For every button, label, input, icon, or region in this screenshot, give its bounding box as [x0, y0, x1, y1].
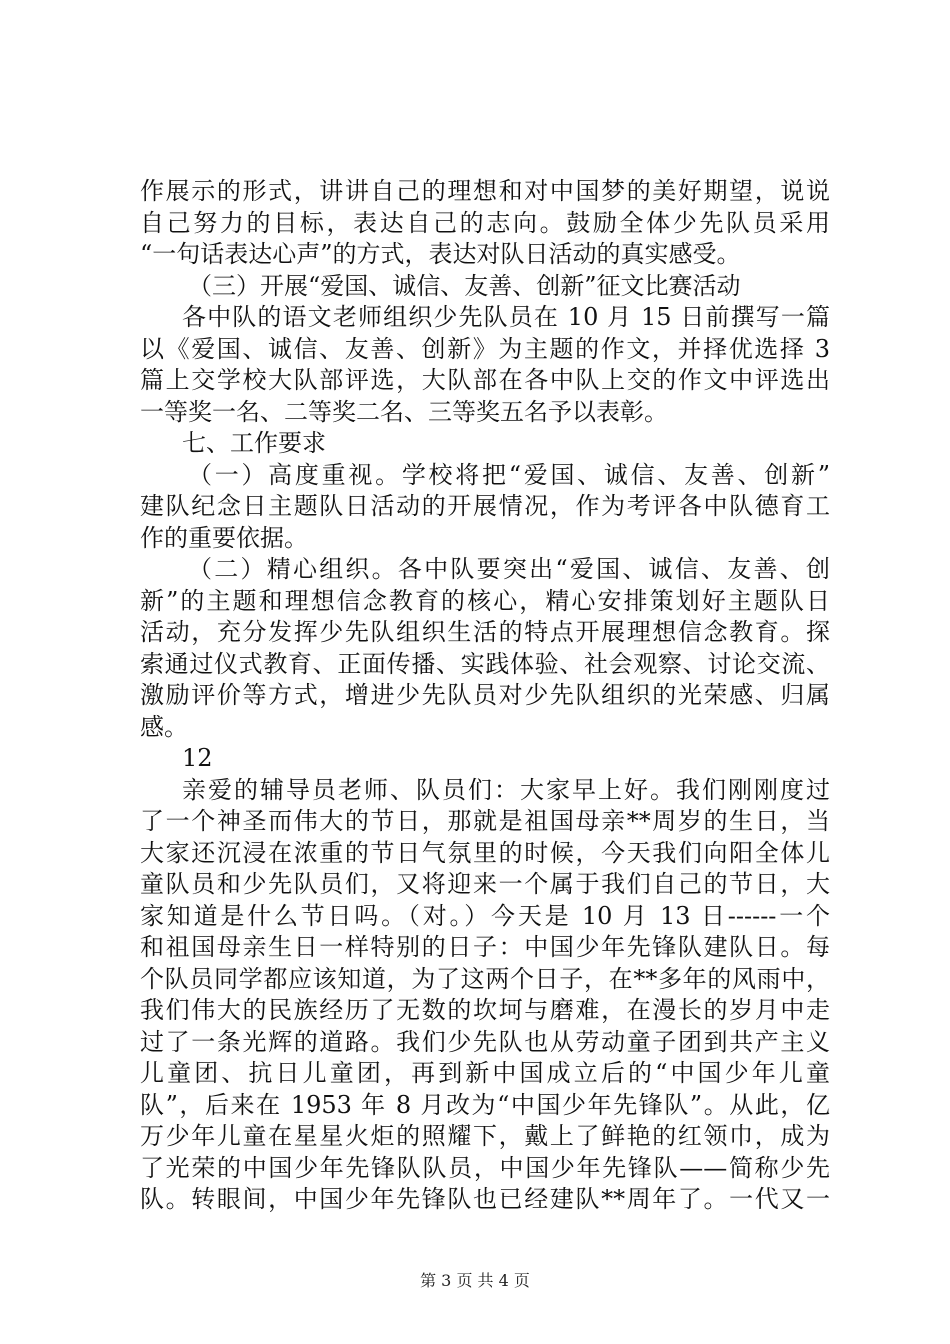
page-footer: 第 3 页 共 4 页 — [420, 1271, 530, 1290]
text-line: 七、工作要求 — [182, 429, 326, 457]
text-line: 感。 — [140, 712, 188, 741]
text-line: 队”，后来在 1953 年 8 月改为“中国少年先锋队”。从此，亿 — [140, 1090, 830, 1119]
text-line: 了一个神圣而伟大的节日，那就是祖国母亲**周岁的生日，当 — [140, 807, 830, 835]
text-line: 个队员同学都应该知道，为了这两个日子，在**多年的风雨中， — [140, 964, 830, 993]
text-line: 新”的主题和理想信念教育的核心，精心安排策划好主题队日 — [140, 586, 830, 615]
text-line: 队。转眼间，中国少年先锋队也已经建队**周年了。一代又一 — [140, 1185, 830, 1213]
text-line: 亲爱的辅导员老师、队员们：大家早上好。我们刚刚度过 — [182, 775, 830, 804]
text-line: 作展示的形式，讲讲自己的理想和对中国梦的美好期望，说说 — [140, 177, 830, 205]
text-line: 12 — [182, 744, 213, 772]
text-line: 以《爱国、诚信、友善、创新》为主题的作文，并择优选择 3 — [140, 334, 830, 363]
text-line: 篇上交学校大队部评选，大队部在各中队上交的作文中评选出 — [140, 366, 830, 394]
text-line: （一）高度重视。学校将把“爱国、诚信、友善、创新” — [188, 460, 830, 489]
text-line: 激励评价等方式，增进少先队员对少先队组织的光荣感、归属 — [140, 681, 830, 709]
text-line: （三）开展“爱国、诚信、友善、创新”征文比赛活动 — [188, 271, 741, 300]
text-line: 活动，充分发挥少先队组织生活的特点开展理想信念教育。探 — [140, 618, 830, 646]
text-line: （二）精心组织。各中队要突出“爱国、诚信、友善、创 — [188, 555, 830, 583]
text-line: 儿童团、抗日儿童团，再到新中国成立后的“中国少年儿童 — [140, 1059, 830, 1087]
text-line: 了光荣的中国少年先锋队队员，中国少年先锋队——简称少先 — [140, 1153, 830, 1182]
body-text — [140, 176, 830, 1216]
text-line: 家知道是什么节日吗。（对。）今天是 10 月 13 日------一个 — [140, 901, 830, 930]
text-line: 大家还沉浸在浓重的节日气氛里的时候，今天我们向阳全体儿 — [140, 838, 830, 867]
text-line: “一句话表达心声”的方式，表达对队日活动的真实感受。 — [140, 240, 741, 268]
text-line: 万少年儿童在星星火炬的照耀下，戴上了鲜艳的红领巾，成为 — [140, 1122, 830, 1150]
text-line: 童队员和少先队员们，又将迎来一个属于我们自己的节日，大 — [140, 870, 830, 898]
text-line: 作的重要依据。 — [140, 523, 308, 552]
text-line: 各中队的语文老师组织少先队员在 10 月 15 日前撰写一篇 — [182, 303, 830, 331]
text-line: 一等奖一名、二等奖二名、三等奖五名予以表彰。 — [140, 397, 668, 426]
text-line: 和祖国母亲生日一样特别的日子：中国少年先锋队建队日。每 — [140, 933, 830, 961]
text-line: 自己努力的目标，表达自己的志向。鼓励全体少先队员采用 — [140, 208, 830, 237]
text-line: 索通过仪式教育、正面传播、实践体验、社会观察、讨论交流、 — [140, 649, 830, 678]
text-line: 我们伟大的民族经历了无数的坎坷与磨难，在漫长的岁月中走 — [140, 996, 830, 1024]
text-line: 建队纪念日主题队日活动的开展情况，作为考评各中队德育工 — [140, 492, 830, 520]
text-line: 过了一条光辉的道路。我们少先队也从劳动童子团到共产主义 — [140, 1027, 830, 1056]
